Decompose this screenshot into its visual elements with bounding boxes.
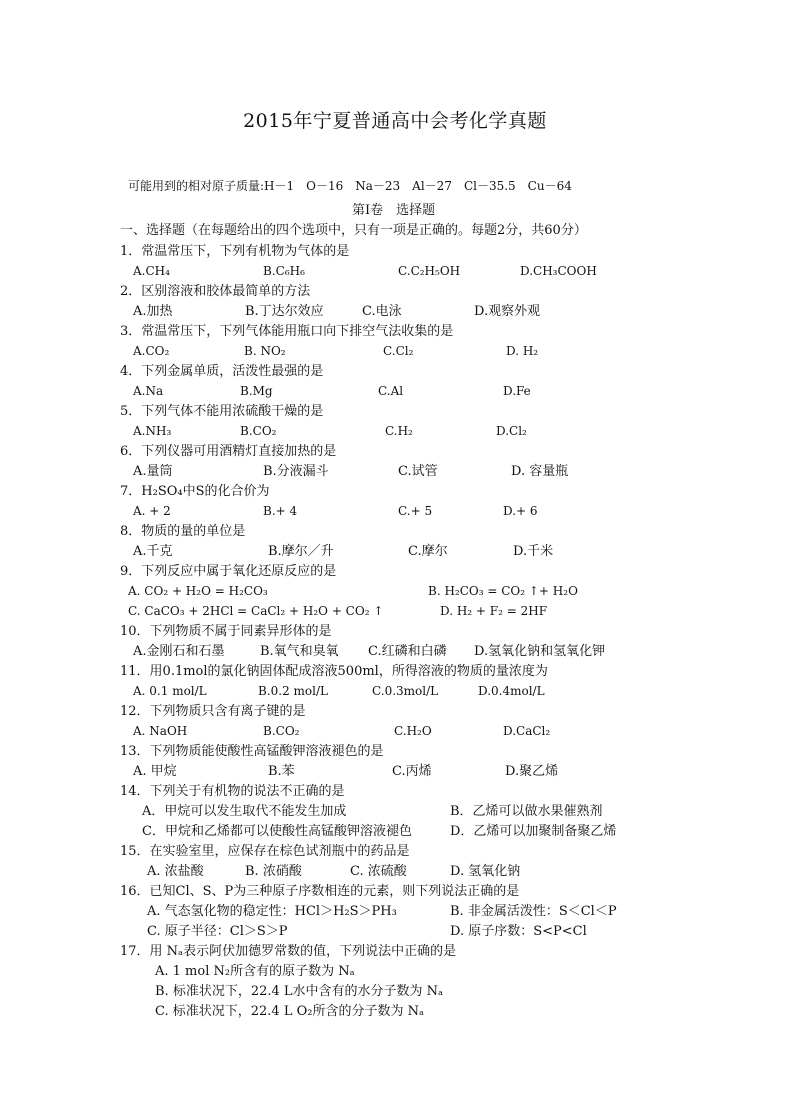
option-c: C.红磷和白磷 [368, 644, 447, 659]
option-c: C.Al [378, 384, 404, 398]
option-a: A.Na [133, 384, 164, 398]
option-d: D.0.4mol/L [478, 684, 545, 698]
option-b: B.摩尔／升 [268, 544, 334, 559]
option-a: A. 气态氢化物的稳定性：HCl＞H₂S＞PH₃ [147, 904, 397, 919]
option-b: B. 非金属活泼性：S＜Cl＜P [450, 904, 617, 919]
option-c: C.+ 5 [398, 504, 433, 518]
question-stem: 16．已知Cl、S、P为三种原子序数相连的元素，则下列说法正确的是 [120, 884, 520, 899]
option-b: B.氧气和臭氧 [260, 644, 339, 659]
option-a: A.NH₃ [133, 424, 172, 438]
option-c: C.C₂H₅OH [398, 264, 461, 278]
option-a: A. 浓盐酸 [147, 864, 204, 879]
option-b: B.0.2 mol/L [258, 684, 328, 698]
option-a: A.CH₄ [133, 264, 170, 278]
option-a: A.CO₂ [133, 344, 170, 358]
option-d: D. 氢氧化钠 [450, 864, 521, 879]
question-stem: 15．在实验室里，应保存在棕色试剂瓶中的药品是 [120, 844, 410, 859]
instructions: 一、选择题（在每题给出的四个选项中，只有一项是正确的。每题2分，共60分） [120, 223, 587, 238]
option-c: C.Cl₂ [383, 344, 414, 358]
atomic-mass-line: 可能用到的相对原子质量:H－1 O－16 Na－23 Al－27 Cl－35.5 Cu－64 [128, 179, 572, 193]
option-c: C. 浓硫酸 [350, 864, 407, 879]
option-d: D. H₂ [506, 344, 539, 358]
question-stem: 13．下列物质能使酸性高锰酸钾溶液褪色的是 [120, 744, 384, 759]
option-c: C.试管 [398, 464, 438, 479]
option-a: A. NaOH [133, 724, 188, 738]
question-stem: 4．下列金属单质，活泼性最强的是 [120, 364, 324, 379]
option-c: C.H₂ [385, 424, 413, 438]
option-a: A. 1 mol N₂所含有的原子数为 Nₐ [155, 964, 355, 979]
question-stem: 9．下列反应中属于氧化还原反应的是 [120, 564, 337, 579]
option-c: C. 标准状况下，22.4 L O₂所含的分子数为 Nₐ [155, 1004, 424, 1019]
option-a: A. CO₂ + H₂O = H₂CO₃ [128, 584, 268, 598]
question-stem: 8．物质的量的单位是 [120, 524, 246, 539]
option-d: D. 原子序数：S<P<Cl [450, 924, 587, 939]
question-stem: 10．下列物质不属于同素异形体的是 [120, 624, 332, 639]
option-c: C. 原子半径：Cl＞S＞P [147, 924, 288, 939]
option-a: A.量筒 [133, 464, 173, 479]
option-c: C.H₂O [394, 724, 432, 738]
option-a: A．甲烷可以发生取代不能发生加成 [142, 804, 347, 819]
option-b: B.分液漏斗 [263, 464, 329, 479]
option-c: C.电泳 [362, 304, 402, 319]
option-b: B. 浓硝酸 [245, 864, 302, 879]
option-d: D.氢氧化钠和氢氧化钾 [474, 644, 606, 659]
option-d: D.CH₃COOH [520, 264, 597, 278]
question-stem: 17．用 Nₐ表示阿伏加德罗常数的值，下列说法中正确的是 [120, 944, 457, 959]
option-c: C. CaCO₃ + 2HCl = CaCl₂ + H₂O + CO₂ ↑ [128, 604, 384, 618]
option-a: A.千克 [133, 544, 173, 559]
option-d: D．乙烯可以加聚制备聚乙烯 [450, 824, 617, 839]
option-b: B.C₆H₆ [263, 264, 305, 278]
option-c: C.0.3mol/L [372, 684, 439, 698]
option-d: D. H₂ + F₂ = 2HF [440, 604, 548, 618]
option-d: D.Cl₂ [496, 424, 527, 438]
question-stem: 11．用0.1mol的氯化钠固体配成溶液500ml，所得溶液的物质的量浓度为 [120, 664, 548, 679]
option-b: B.CO₂ [263, 724, 300, 738]
option-b: B. 标准状况下，22.4 L水中含有的水分子数为 Nₐ [155, 984, 444, 999]
question-stem: 5．下列气体不能用浓硫酸干燥的是 [120, 404, 324, 419]
option-d: D.观察外观 [474, 304, 541, 319]
question-stem: 14．下列关于有机物的说法不正确的是 [120, 784, 345, 799]
option-b: B. H₂CO₃ = CO₂ ↑+ H₂O [428, 584, 578, 598]
option-c: C.丙烯 [392, 764, 432, 779]
exam-title: 2015年宁夏普通高中会考化学真题 [243, 110, 547, 132]
option-a: A. 0.1 mol/L [133, 684, 207, 698]
option-d: D.Fe [503, 384, 531, 398]
question-stem: 12．下列物质只含有离子键的是 [120, 704, 306, 719]
option-a: A.加热 [133, 304, 173, 319]
option-a: A. + 2 [133, 504, 171, 518]
option-b: B．乙烯可以做水果催熟剂 [450, 804, 603, 819]
option-c: C.摩尔 [408, 544, 448, 559]
option-d: D.聚乙烯 [505, 764, 559, 779]
option-a: A.金刚石和石墨 [133, 644, 225, 659]
question-stem: 3．常温常压下，下列气体能用瓶口向下排空气法收集的是 [120, 324, 454, 339]
question-stem: 7．H₂SO₄中S的化合价为 [120, 484, 270, 499]
option-b: B.丁达尔效应 [245, 304, 324, 319]
option-b: B. NO₂ [244, 344, 286, 358]
option-d: D.CaCl₂ [503, 724, 551, 738]
option-d: D.千米 [513, 544, 554, 559]
section-heading: 第Ⅰ卷 选择题 [352, 203, 436, 218]
option-d: D. 容量瓶 [511, 464, 569, 479]
question-stem: 2．区别溶液和胶体最简单的方法 [120, 284, 311, 299]
option-a: A. 甲烷 [133, 764, 177, 779]
option-d: D.+ 6 [503, 504, 538, 518]
option-b: B.CO₂ [240, 424, 277, 438]
option-b: B.苯 [268, 764, 295, 779]
question-stem: 1．常温常压下，下列有机物为气体的是 [120, 244, 350, 259]
question-stem: 6．下列仪器可用酒精灯直接加热的是 [120, 444, 337, 459]
option-c: C．甲烷和乙烯都可以使酸性高锰酸钾溶液褪色 [142, 824, 412, 839]
option-b: B.Mg [240, 384, 273, 398]
option-b: B.+ 4 [263, 504, 298, 518]
